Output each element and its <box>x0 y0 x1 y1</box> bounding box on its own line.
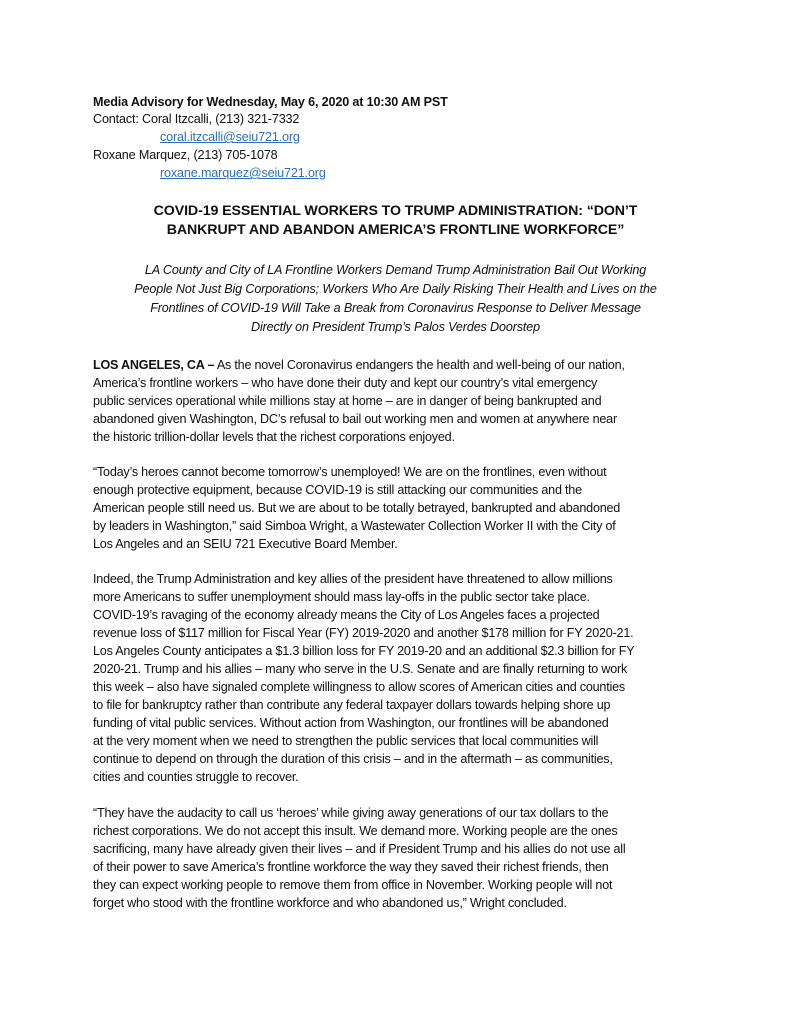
contact-line-1: Contact: Coral Itzcalli, (213) 321-7332 <box>93 112 300 126</box>
paragraph-line <box>93 357 625 373</box>
subheadline-line-3: Frontlines of COVID-19 Will Take a Break from Coronavirus Response to Deliver Message <box>150 301 641 315</box>
paragraph-line: revenue loss of $117 million for Fiscal Year (FY) 2019-2020 and another $178 million for FY 2020-21. <box>93 626 634 640</box>
paragraph-line: funding of vital public services. Without action from Washington, our frontlines will be abandoned <box>93 716 609 730</box>
paragraph-text: As the novel Coronavirus endangers the health and well-being of our nation, <box>214 358 625 372</box>
paragraph-line: this week – also have signaled complete willingness to allow scores of American cities and counties <box>93 680 625 694</box>
paragraph-line: COVID-19’s ravaging of the economy already means the City of Los Angeles faces a projected <box>93 608 600 622</box>
paragraph-line: cities and counties struggle to recover. <box>93 770 299 784</box>
contact-line-2: Roxane Marquez, (213) 705-1078 <box>93 148 278 162</box>
advisory-line: Media Advisory for Wednesday, May 6, 2020 at 10:30 AM PST <box>93 95 448 109</box>
subheadline-line-4: Directly on President Trump’s Palos Verdes Doorstep <box>251 320 540 334</box>
paragraph-line: enough protective equipment, because COVID-19 is still attacking our communities and the <box>93 483 582 497</box>
paragraph-line: the historic trillion-dollar levels that the richest corporations enjoyed. <box>93 430 455 444</box>
paragraph-line: more Americans to suffer unemployment should mass lay-offs in the public sector take place. <box>93 590 590 604</box>
subheadline-line-2: People Not Just Big Corporations; Workers Who Are Daily Risking Their Health and Lives on the <box>134 282 657 296</box>
paragraph-line: Los Angeles and an SEIU 721 Executive Board Member. <box>93 537 398 551</box>
headline-line-1: COVID-19 ESSENTIAL WORKERS TO TRUMP ADMINISTRATION: “DON’T <box>153 203 638 219</box>
paragraph-line: at the very moment when we need to strengthen the public services that local communities will <box>93 734 599 748</box>
paragraph-line: to file for bankruptcy rather than contribute any federal taxpayer dollars towards helping shore up <box>93 698 611 712</box>
paragraph-line: they can expect working people to remove them from office in November. Working people will not <box>93 878 613 892</box>
paragraph-line: by leaders in Washington,” said Simboa Wright, a Wastewater Collection Worker II with the City of <box>93 519 616 533</box>
paragraph-line: America’s frontline workers – who have done their duty and kept our country’s vital emergency <box>93 376 598 390</box>
paragraph-line: Los Angeles County anticipates a $1.3 billion loss for FY 2019-20 and an additional $2.3 billion for FY <box>93 644 635 658</box>
paragraph-line: sacrificing, many have already given their lives – and if President Trump and his allies do not use all <box>93 842 626 856</box>
headline-line-2: BANKRUPT AND ABANDON AMERICA’S FRONTLINE WORKFORCE” <box>166 222 625 238</box>
paragraph-line: continue to depend on through the duration of this crisis – and in the aftermath – as communities, <box>93 752 613 766</box>
paragraph-line: richest corporations. We do not accept this insult. We demand more. Working people are the ones <box>93 824 618 838</box>
paragraph-line: “They have the audacity to call us ‘heroes’ while giving away generations of our tax dollars to the <box>93 806 609 820</box>
paragraph-line: American people still need us. But we are about to be totally betrayed, bankrupted and abandoned <box>93 501 621 515</box>
paragraph-line: Indeed, the Trump Administration and key allies of the president have threatened to allow millions <box>93 572 613 586</box>
paragraph-line: 2020-21. Trump and his allies – many who serve in the U.S. Senate and are finally returning to work <box>93 662 628 676</box>
paragraph-line: forget who stood with the frontline workforce and who abandoned us,” Wright concluded. <box>93 896 567 910</box>
email-link-roxane[interactable]: roxane.marquez@seiu721.org <box>160 166 326 180</box>
paragraph-line: “Today’s heroes cannot become tomorrow’s unemployed! We are on the frontlines, even without <box>93 465 607 479</box>
paragraph-line: of their power to save America’s frontline workforce the way they saved their richest friends, then <box>93 860 609 874</box>
dateline: LOS ANGELES, CA – <box>93 358 215 372</box>
subheadline-line-1: LA County and City of LA Frontline Workers Demand Trump Administration Bail Out Working <box>144 263 647 277</box>
paragraph-line: public services operational while millions stay at home – are in danger of being bankrupted and <box>93 394 602 408</box>
paragraph-line: abandoned given Washington, DC’s refusal to bail out working men and women at anywhere near <box>93 412 617 426</box>
email-link-coral[interactable]: coral.itzcalli@seiu721.org <box>160 130 300 144</box>
